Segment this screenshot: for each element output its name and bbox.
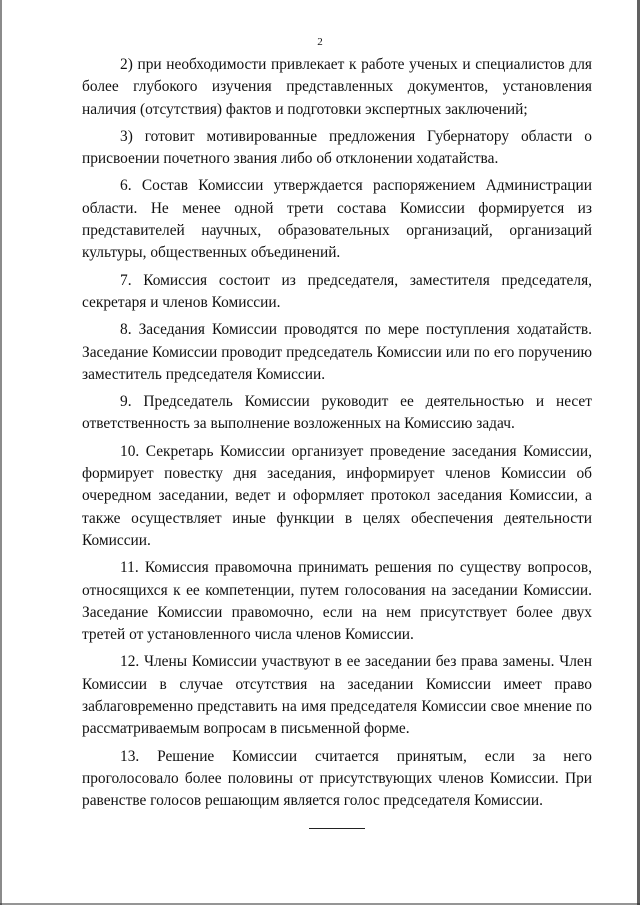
document-body	[82, 54, 592, 813]
paragraph-8: 8. Заседания Комиссии проводятся по мере поступления ходатайств. Заседание Комиссии проводит председатель Комиссии или по его поручению заместитель председателя Комиссии.	[82, 321, 592, 383]
paragraph-7: 7. Комиссия состоит из председателя, заместителя председателя, секретаря и членов Комиссии.	[82, 271, 592, 311]
paragraph-3: 3) готовит мотивированные предложения Губернатору области о присвоении почетного звания либо об отклонении ходатайства.	[82, 127, 592, 168]
end-of-document-rule	[309, 828, 365, 829]
scan-edge-left	[0, 0, 2, 905]
paragraph-12: 12. Члены Комиссии участвуют в ее заседании без права замены. Член Комиссии в случае отсутствия на заседании Комиссии имеет право заблаговременно представить на имя председателя Комиссии свое мнение по рассматриваемым вопросам в письменной форме.	[82, 653, 592, 738]
page-number: 2	[317, 36, 323, 48]
paragraph-9: 9. Председатель Комиссии руководит ее деятельностью и несет ответственность за выполнение возложенных на Комиссию задач.	[82, 393, 592, 433]
paragraph-11: 11. Комиссия правомочна принимать решения по существу вопросов, относящихся к ее компетенции, путем голосования на заседании Комиссии. Заседание Комиссии правомочно, если на нем присутствует более двух третей от установленного числа членов Комиссии.	[82, 559, 592, 644]
paragraph-13: 13. Решение Комиссии считается принятым, если за него проголосовало более половины от присутствующих членов Комиссии. При равенстве голосов решающим является голос председателя Комиссии.	[82, 747, 592, 810]
paragraph-2: 2) при необходимости привлекает к работе ученых и специалистов для более глубокого изучения представленных документов, установления наличия (отсутствия) фактов и подготовки экспертных заключений;	[82, 56, 592, 118]
paragraph-6: 6. Состав Комиссии утверждается распоряжением Администрации области. Не менее одной трети состава Комиссии формируется из представителей научных, образовательных организаций, организаций культуры, общественных объединений.	[82, 177, 592, 262]
paragraph-10: 10. Секретарь Комиссии организует проведение заседания Комиссии, формирует повестку дня заседания, информирует членов Комиссии об очередном заседании, ведет и оформляет протокол заседания Комиссии, а также осуществляет иные функции в целях обеспечения деятельности Комиссии.	[82, 442, 592, 549]
